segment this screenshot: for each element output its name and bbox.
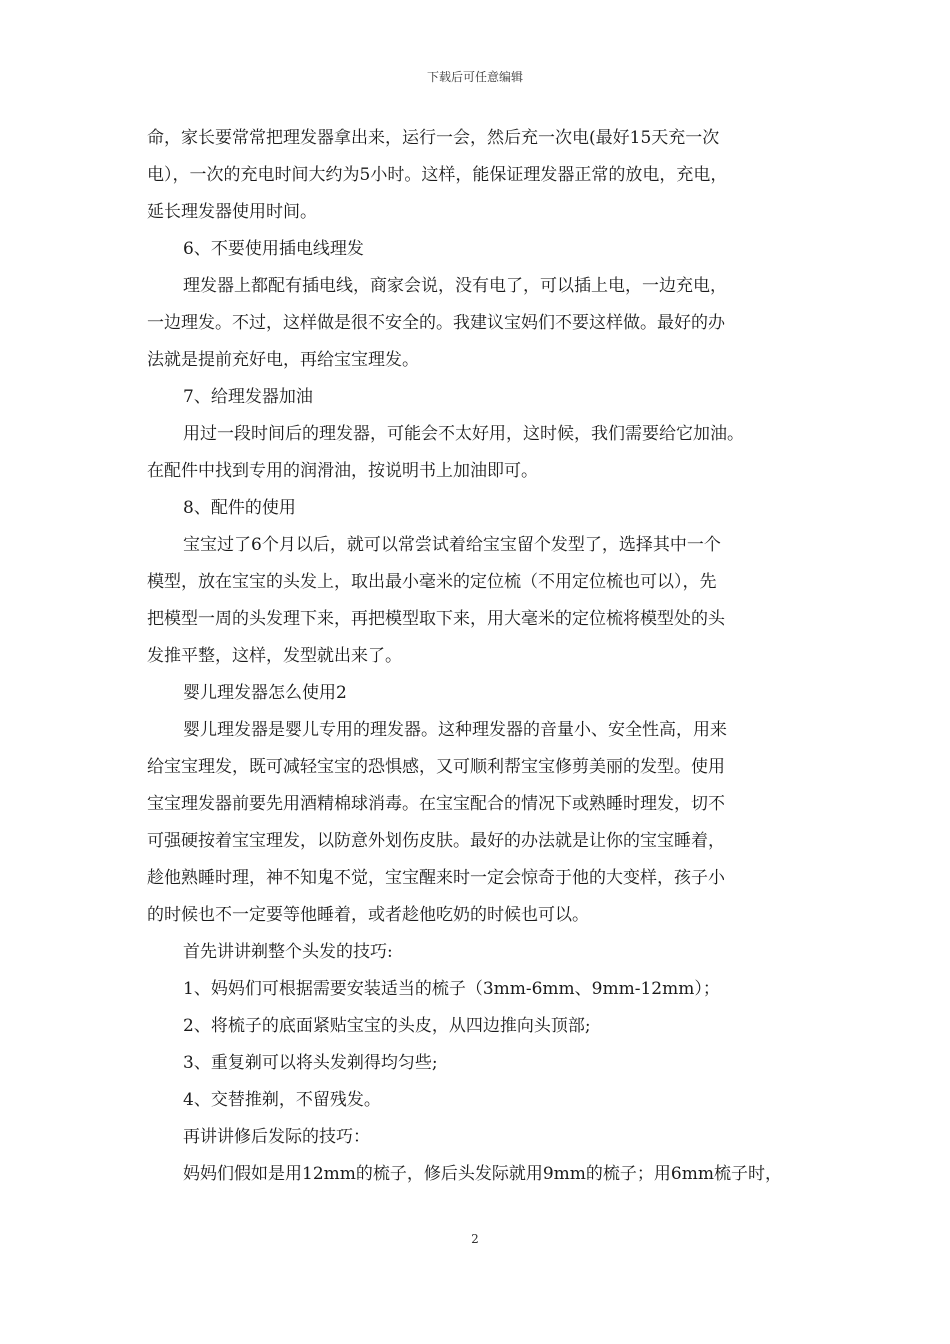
text-line: 婴儿理发器怎么使用2: [183, 683, 347, 703]
text-line: 给宝宝理发，既可减轻宝宝的恐惧感，又可顺利帮宝宝修剪美丽的发型。使用: [147, 757, 725, 777]
text-line: 用过一段时间后的理发器，可能会不太好用，这时候，我们需要给它加油。: [183, 424, 744, 444]
page-number: 2: [471, 1232, 479, 1246]
text-line: 把模型一周的头发理下来，再把模型取下来，用大毫米的定位梳将模型处的头: [147, 609, 725, 629]
text-line: 宝宝过了6个月以后，就可以常尝试着给宝宝留个发型了，选择其中一个: [183, 535, 721, 555]
text-line: 趁他熟睡时理，神不知鬼不觉，宝宝醒来时一定会惊奇于他的大变样，孩子小: [147, 868, 725, 888]
text-line: 发推平整，这样，发型就出来了。: [147, 646, 402, 666]
text-line: 8、配件的使用: [183, 498, 296, 518]
text-line: 延长理发器使用时间。: [147, 202, 317, 222]
text-line: 1、妈妈们可根据需要安装适当的梳子（3mm-6mm、9mm-12mm）；: [183, 979, 720, 999]
text-line: 婴儿理发器是婴儿专用的理发器。这种理发器的音量小、安全性高，用来: [183, 720, 727, 740]
text-line: 再讲讲修后发际的技巧：: [183, 1127, 370, 1147]
text-line: 首先讲讲剃整个头发的技巧:: [183, 942, 393, 962]
document-body: [147, 120, 810, 1193]
text-line: 模型，放在宝宝的头发上，取出最小毫米的定位梳（不用定位梳也可以），先: [147, 572, 717, 592]
text-line: 妈妈们假如是用12mm的梳子，修后头发际就用9mm的梳子；用6mm梳子时，: [183, 1164, 782, 1184]
text-line: 的时候也不一定要等他睡着，或者趁他吃奶的时候也可以。: [147, 905, 589, 925]
text-line: 3、重复剃可以将头发剃得均匀些;: [183, 1053, 438, 1073]
text-line: 理发器上都配有插电线，商家会说，没有电了，可以插上电，一边充电，: [183, 276, 727, 296]
text-line: 法就是提前充好电，再给宝宝理发。: [147, 350, 419, 370]
text-line: 6、不要使用插电线理发: [183, 239, 364, 259]
text-line: 命，家长要常常把理发器拿出来，运行一会，然后充一次电(最好15天充一次: [147, 128, 720, 148]
text-line: 在配件中找到专用的润滑油，按说明书上加油即可。: [147, 461, 538, 481]
text-line: 一边理发。不过，这样做是很不安全的。我建议宝妈们不要这样做。最好的办: [147, 313, 725, 333]
text-line: 2、将梳子的底面紧贴宝宝的头皮，从四边推向头顶部;: [183, 1016, 591, 1036]
page-header: 下载后可任意编辑: [426, 70, 523, 84]
text-line: 可强硬按着宝宝理发，以防意外划伤皮肤。最好的办法就是让你的宝宝睡着，: [147, 831, 725, 851]
text-line: 宝宝理发器前要先用酒精棉球消毒。在宝宝配合的情况下或熟睡时理发，切不: [147, 794, 725, 814]
text-line: 4、交替推剃，不留残发。: [183, 1090, 381, 1110]
text-line: 电），一次的充电时间大约为5小时。这样，能保证理发器正常的放电，充电，: [147, 165, 728, 185]
text-line: 7、给理发器加油: [183, 387, 313, 407]
